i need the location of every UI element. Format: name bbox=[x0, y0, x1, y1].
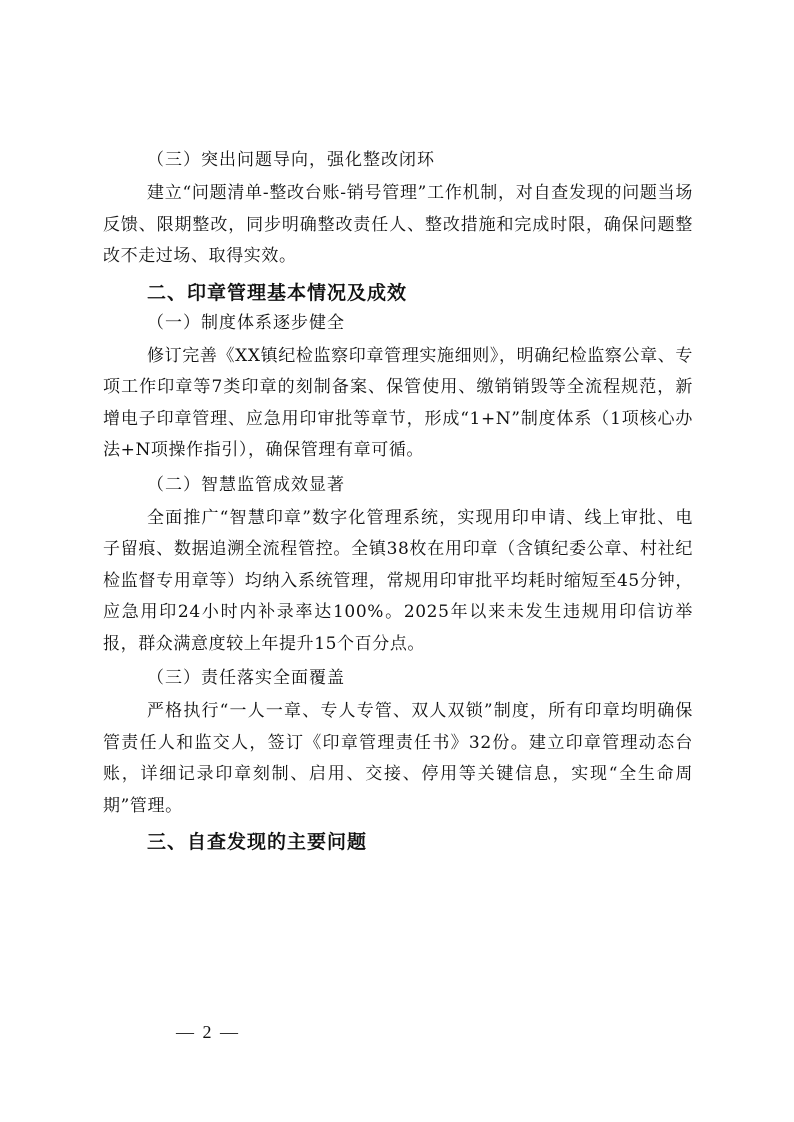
section-heading-3: 三、自查发现的主要问题 bbox=[147, 831, 368, 853]
paragraph-1-3: 建立“问题清单-整改台账-销号管理”工作机制，对自查发现的问题当场反馈、限期整改，同步明确整改责任人、整改措施和完成时限，确保问题整改不走过场、取得实效。 bbox=[103, 183, 693, 266]
subsection-heading-2-1: （一）制度体系逐步健全 bbox=[147, 312, 345, 333]
subsection-heading-1-3: （三）突出问题导向，强化整改闭环 bbox=[147, 150, 435, 170]
paragraph-2-1: 修订完善《XX镇纪检监察印章管理实施细则》，明确纪检监察公章、专项工作印章等7类印章的刻制备案、保管使用、缴销销毁等全流程规范，新增电子印章管理、应急用印审批等章节，形成“1+N”制度体系（1项核心办法+N项操作指引），确保管理有章可循。 bbox=[103, 345, 693, 460]
paragraph-2-2: 全面推广“智慧印章”数字化管理系统，实现用印申请、线上审批、电子留痕、数据追溯全流程管控。全镇38枚在用印章（含镇纪委公章、村社纪检监督专用章等）均纳入系统管理，常规用印审批平均耗时缩短至45分钟，应急用印24小时内补录率达100%。2025年以来未发生违规用印信访举报，群众满意度较上年提升15个百分点。 bbox=[103, 507, 693, 654]
document-body bbox=[103, 148, 693, 860]
paragraph-2-3: 严格执行“一人一章、专人专管、双人双锁”制度，所有印章均明确保管责任人和监交人，签订《印章管理责任书》32份。建立印章管理动态台账，详细记录印章刻制、启用、交接、停用等关键信息，实现“全生命周期”管理。 bbox=[103, 701, 693, 816]
subsection-heading-2-2: （二）智慧监管成效显著 bbox=[147, 474, 345, 495]
page-number: — 2 — bbox=[176, 1022, 240, 1042]
subsection-heading-2-3: （三）责任落实全面覆盖 bbox=[147, 668, 345, 688]
section-heading-2: 二、印章管理基本情况及成效 bbox=[147, 281, 408, 304]
